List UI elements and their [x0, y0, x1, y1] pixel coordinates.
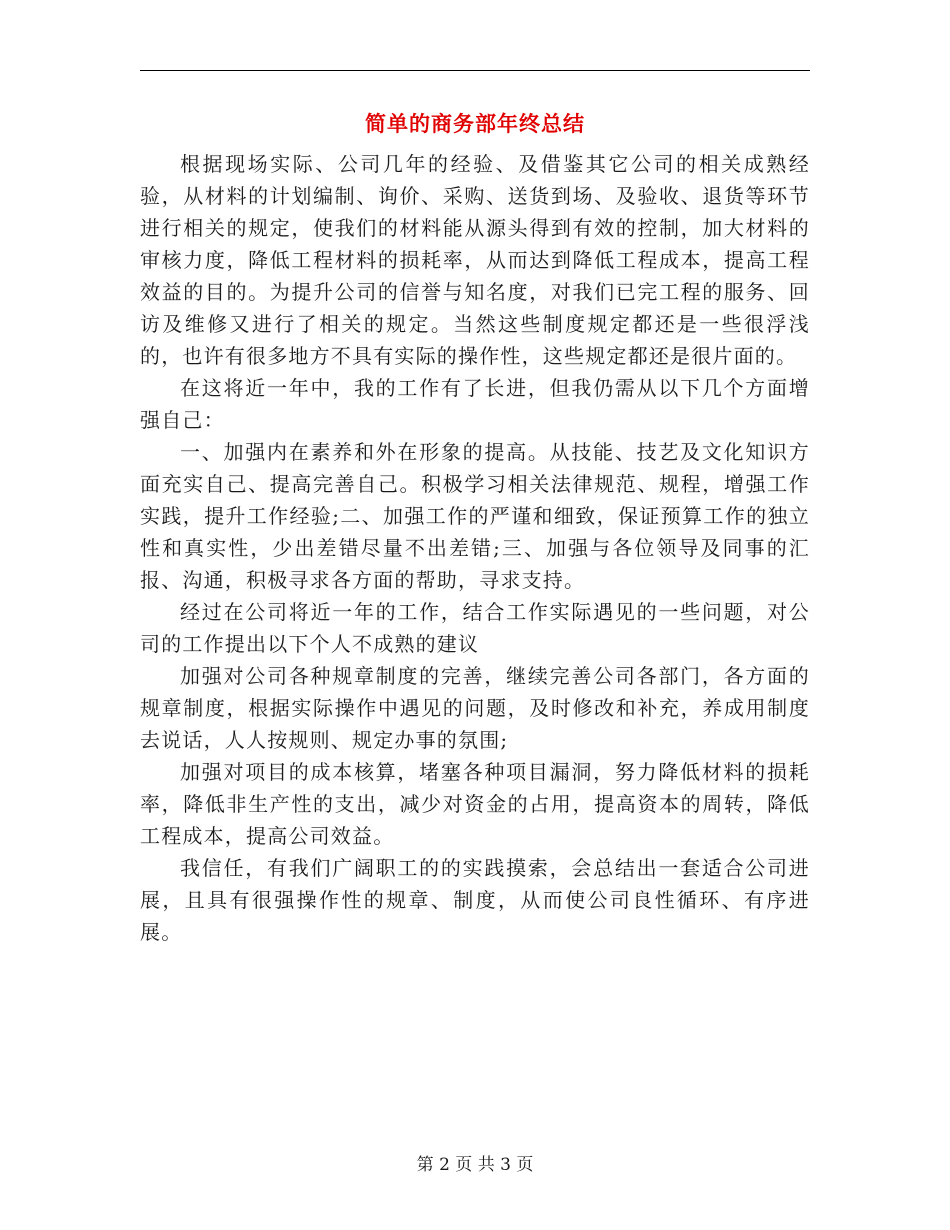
- document-title: 简单的商务部年终总结: [365, 111, 585, 136]
- paragraph-5: 加强对公司各种规章制度的完善，继续完善公司各部门，各方面的规章制度，根据实际操作中遇见的问题，及时修改和补充，养成用制度去说话，人人按规则、规定办事的氛围;: [140, 664, 810, 752]
- page-number: 第 2 页 共 3 页: [416, 1155, 534, 1175]
- paragraph-4: 经过在公司将近一年的工作，结合工作实际遇见的一些问题，对公司的工作提出以下个人不成熟的建议: [140, 600, 810, 656]
- paragraph-1: 根据现场实际、公司几年的经验、及借鉴其它公司的相关成熟经验，从材料的计划编制、询价、采购、送货到场、及验收、退货等环节进行相关的规定，使我们的材料能从源头得到有效的控制，加大材料的审核力度，降低工程材料的损耗率，从而达到降低工程成本，提高工程效益的目的。为提升公司的信誉与知名度，对我们已完工程的服务、回访及维修又进行了相关的规定。当然这些制度规定都还是一些很浮浅的，也许有很多地方不具有实际的操作性，这些规定都还是很片面的。: [140, 152, 810, 368]
- paragraph-6: 加强对项目的成本核算，堵塞各种项目漏洞，努力降低材料的损耗率，降低非生产性的支出，减少对资金的占用，提高资本的周转，降低工程成本，提高公司效益。: [140, 760, 810, 848]
- paragraph-3: 一、加强内在素养和外在形象的提高。从技能、技艺及文化知识方面充实自己、提高完善自己。积极学习相关法律规范、规程，增强工作实践，提升工作经验;二、加强工作的严谨和细致，保证预算工作的独立性和真实性，少出差错尽量不出差错;三、加强与各位领导及同事的汇报、沟通，积极寻求各方面的帮助，寻求支持。: [140, 440, 810, 592]
- paragraph-2: 在这将近一年中，我的工作有了长进，但我仍需从以下几个方面增强自己：: [140, 376, 810, 432]
- header-rule: [140, 70, 810, 71]
- document-body: [140, 148, 810, 948]
- paragraph-7: 我信任，有我们广阔职工的的实践摸索，会总结出一套适合公司进展，且具有很强操作性的规章、制度，从而使公司良性循环、有序进展。: [140, 856, 810, 944]
